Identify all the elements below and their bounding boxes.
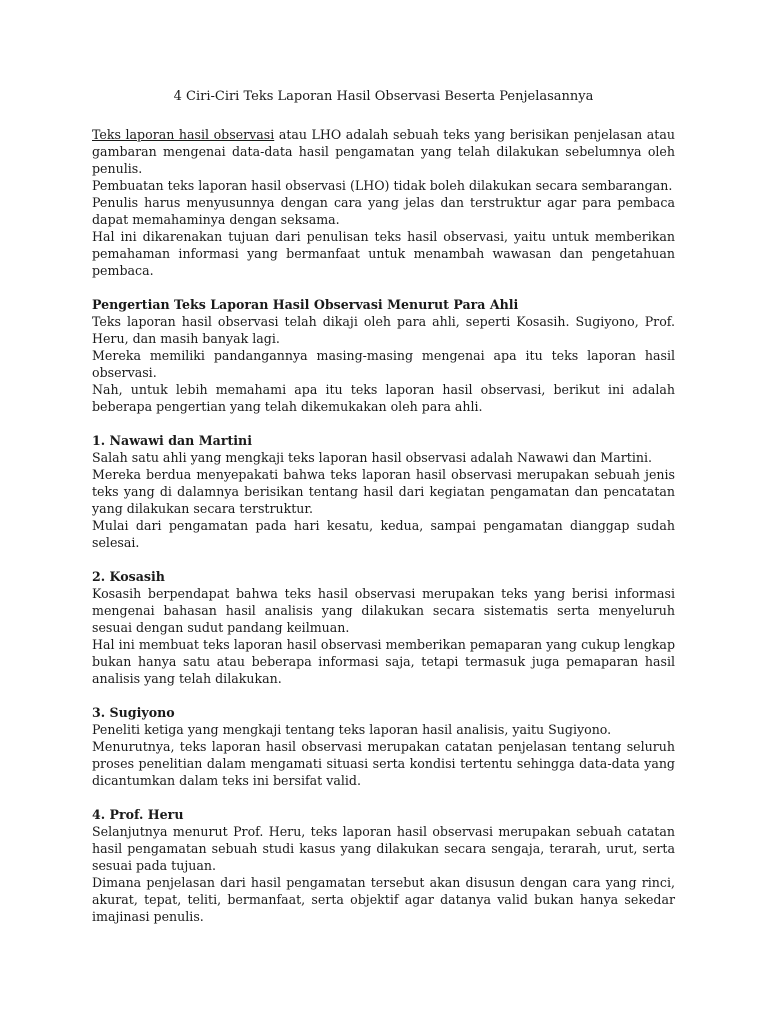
document-title: 4 Ciri-Ciri Teks Laporan Hasil Observasi Beserta Penjelasannya — [173, 89, 594, 104]
sugiyono-heading: 3. Sugiyono — [92, 705, 175, 720]
intro-paragraph-1 — [92, 126, 675, 177]
nawawi-heading: 1. Nawawi dan Martini — [92, 433, 252, 448]
kosasih-section — [92, 568, 675, 687]
heru-heading: 4. Prof. Heru — [92, 807, 184, 822]
sugiyono-section — [92, 704, 675, 789]
lho-link[interactable]: Teks laporan hasil observasi — [92, 127, 275, 142]
nawawi-section — [92, 432, 675, 551]
kosasih-paragraph-1: Kosasih berpendapat bahwa teks hasil observasi merupakan teks yang berisi informasi mengenai bahasan hasil analisis yang dilakukan secara sistematis serta menyeluruh sesuai dengan sudut pandang keilmuan. — [92, 586, 675, 635]
intro-paragraph-3: Penulis harus menyusunnya dengan cara yang jelas dan terstruktur agar para pembaca dapat memahaminya dengan seksama. — [92, 195, 675, 227]
pengertian-paragraph-3: Nah, untuk lebih memahami apa itu teks laporan hasil observasi, berikut ini adalah beberapa pengertian yang telah dikemukakan oleh para ahli. — [92, 382, 675, 414]
heru-paragraph-2: Dimana penjelasan dari hasil pengamatan tersebut akan disusun dengan cara yang rinci, akurat, tepat, teliti, bermanfaat, serta objektif agar datanya valid bukan hanya sekedar imajinasi penulis. — [92, 875, 675, 924]
intro-section — [92, 126, 675, 279]
heru-paragraph-1: Selanjutnya menurut Prof. Heru, teks laporan hasil observasi merupakan sebuah catatan hasil pengamatan sebuah studi kasus yang dilakukan secara sengaja, terarah, urut, serta sesuai pada tujuan. — [92, 824, 675, 873]
nawawi-paragraph-3: Mulai dari pengamatan pada hari kesatu, kedua, sampai pengamatan dianggap sudah selesai. — [92, 518, 675, 550]
intro-paragraph-2: Pembuatan teks laporan hasil observasi (LHO) tidak boleh dilakukan secara sembarangan. — [92, 178, 673, 193]
kosasih-heading: 2. Kosasih — [92, 569, 165, 584]
pengertian-paragraph-1: Teks laporan hasil observasi telah dikaji oleh para ahli, seperti Kosasih. Sugiyono, Prof. Heru, dan masih banyak lagi. — [92, 314, 675, 346]
intro-paragraph-4: Hal ini dikarenakan tujuan dari penulisan teks hasil observasi, yaitu untuk memberikan pemahaman informasi yang bermanfaat untuk menambah wawasan dan pengetahuan pembaca. — [92, 229, 675, 278]
document-page — [92, 88, 675, 925]
sugiyono-paragraph-2: Menurutnya, teks laporan hasil observasi merupakan catatan penjelasan tentang seluruh proses penelitian dalam mengamati situasi serta kondisi tertentu sehingga data-data yang dicantumkan dalam teks ini bersifat valid. — [92, 739, 675, 788]
pengertian-heading: Pengertian Teks Laporan Hasil Observasi Menurut Para Ahli — [92, 297, 519, 312]
nawawi-paragraph-1: Salah satu ahli yang mengkaji teks laporan hasil observasi adalah Nawawi dan Martini. — [92, 450, 653, 465]
pengertian-paragraph-2: Mereka memiliki pandangannya masing-masing mengenai apa itu teks laporan hasil observasi. — [92, 348, 675, 380]
heru-section — [92, 806, 675, 925]
kosasih-paragraph-2: Hal ini membuat teks laporan hasil observasi memberikan pemaparan yang cukup lengkap bukan hanya satu atau beberapa informasi saja, tetapi termasuk juga pemaparan hasil analisis yang telah dilakukan. — [92, 637, 675, 686]
nawawi-paragraph-2: Mereka berdua menyepakati bahwa teks laporan hasil observasi merupakan sebuah jenis teks yang di dalamnya berisikan tentang hasil dari kegiatan pengamatan dan pencatatan yang dilakukan secara terstruktur. — [92, 467, 675, 516]
pengertian-section — [92, 296, 675, 415]
sugiyono-paragraph-1: Peneliti ketiga yang mengkaji tentang teks laporan hasil analisis, yaitu Sugiyono. — [92, 722, 612, 737]
intro-paragraph-1-text: atau LHO adalah sebuah teks yang berisikan penjelasan atau gambaran mengenai data-data hasil pengamatan yang telah dilakukan sebelumnya oleh penulis. — [92, 127, 675, 176]
